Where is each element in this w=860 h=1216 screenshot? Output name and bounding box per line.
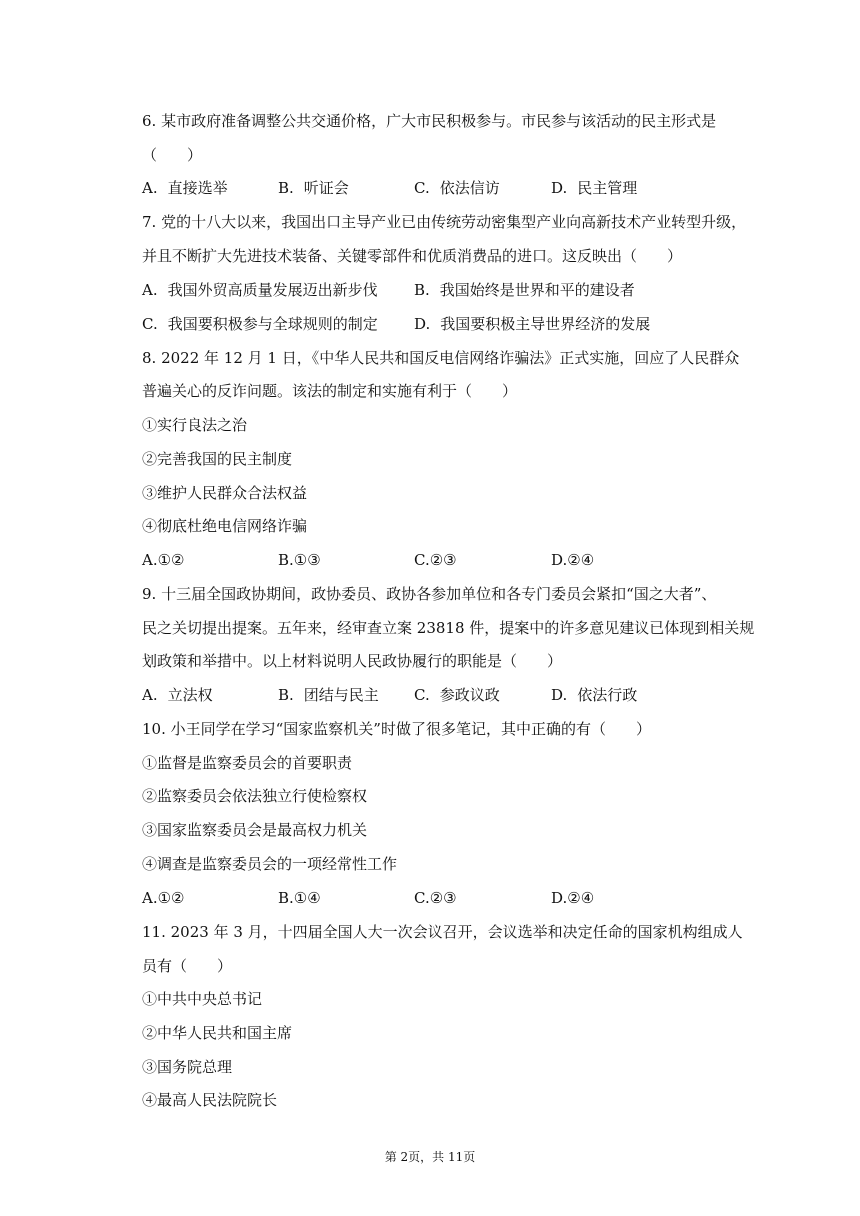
- question-7-options-row-1: [142, 280, 782, 300]
- option-a: A. 立法权: [142, 686, 213, 704]
- question-7-options-row-2: [142, 314, 782, 334]
- question-6-line-1: 6. 某市政府准备调整公共交通价格，广大市民积极参与。市民参与该活动的民主形式是: [142, 112, 717, 130]
- question-8-line-2: 普遍关心的反诈问题。该法的制定和实施有利于（ ）: [142, 382, 518, 400]
- option-d: D. 民主管理: [551, 179, 638, 197]
- statement-item: ④彻底杜绝电信网络诈骗: [142, 517, 308, 535]
- question-7-line-1: 7. 党的十八大以来，我国出口主导产业已由传统劳动密集型产业向高新技术产业转型升级，: [142, 213, 747, 231]
- question-7-line-2: 并且不断扩大先进技术装备、关键零部件和优质消费品的进口。这反映出（ ）: [142, 247, 683, 265]
- statement-item: ④最高人民法院院长: [142, 1091, 278, 1109]
- option-c: C. 依法信访: [414, 179, 500, 197]
- option-d: D.②④: [551, 889, 595, 907]
- option-a: A. 我国外贸高质量发展迈出新步伐: [142, 281, 378, 299]
- statement-item: ①实行良法之治: [142, 416, 248, 434]
- question-9-options: [142, 685, 782, 705]
- statement-item: ②完善我国的民主制度: [142, 450, 293, 468]
- statement-item: ①监督是监察委员会的首要职责: [142, 754, 353, 772]
- question-9-line-3: 划政策和举措中。以上材料说明人民政协履行的职能是（ ）: [142, 652, 563, 670]
- statement-item: ③维护人民群众合法权益: [142, 484, 308, 502]
- option-c: C.②③: [414, 551, 457, 569]
- page-footer: 第 2页，共 11页: [384, 1150, 476, 1164]
- question-8-options: [142, 550, 782, 570]
- question-10-options: [142, 888, 782, 908]
- option-b: B.①③: [278, 551, 321, 569]
- question-6-line-2: （ ）: [142, 146, 203, 164]
- statement-item: ③国务院总理: [142, 1058, 233, 1076]
- question-9-line-1: 9. 十三届全国政协期间，政协委员、政协各参加单位和各专门委员会紧扣“国之大者”、: [142, 585, 717, 603]
- option-b: B.①④: [278, 889, 321, 907]
- option-a: A.①②: [142, 889, 185, 907]
- option-b: B. 我国始终是世界和平的建设者: [414, 281, 635, 299]
- question-9-line-2: 民之关切提出提案。五年来，经审查立案 23818 件，提案中的许多意见建议已体现到相关规: [142, 619, 755, 637]
- option-d: D. 依法行政: [551, 686, 638, 704]
- option-c: C. 我国要积极参与全球规则的制定: [142, 315, 378, 333]
- option-c: C.②③: [414, 889, 457, 907]
- option-c: C. 参政议政: [414, 686, 500, 704]
- question-8-line-1: 8. 2022 年 12 月 1 日，《中华人民共和国反电信网络诈骗法》正式实施，回应了人民群众: [142, 349, 740, 367]
- statement-item: ①中共中央总书记: [142, 990, 263, 1008]
- option-d: D.②④: [551, 551, 595, 569]
- option-d: D. 我国要积极主导世界经济的发展: [414, 315, 651, 333]
- option-b: B. 团结与民主: [278, 686, 379, 704]
- statement-item: ②监察委员会依法独立行使检察权: [142, 787, 368, 805]
- option-a: A.①②: [142, 551, 185, 569]
- question-10-line-1: 10. 小王同学在学习“国家监察机关”时做了很多笔记，其中正确的有（ ）: [142, 720, 651, 738]
- question-11-line-2: 员有（ ）: [142, 957, 233, 975]
- question-6-options: [142, 178, 782, 198]
- option-b: B. 听证会: [278, 179, 349, 197]
- option-a: A. 直接选举: [142, 179, 228, 197]
- statement-item: ④调查是监察委员会的一项经常性工作: [142, 855, 398, 873]
- question-11-line-1: 11. 2023 年 3 月，十四届全国人大一次会议召开，会议选举和决定任命的国家机构组成人: [142, 923, 743, 941]
- statement-item: ②中华人民共和国主席: [142, 1024, 293, 1042]
- statement-item: ③国家监察委员会是最高权力机关: [142, 821, 368, 839]
